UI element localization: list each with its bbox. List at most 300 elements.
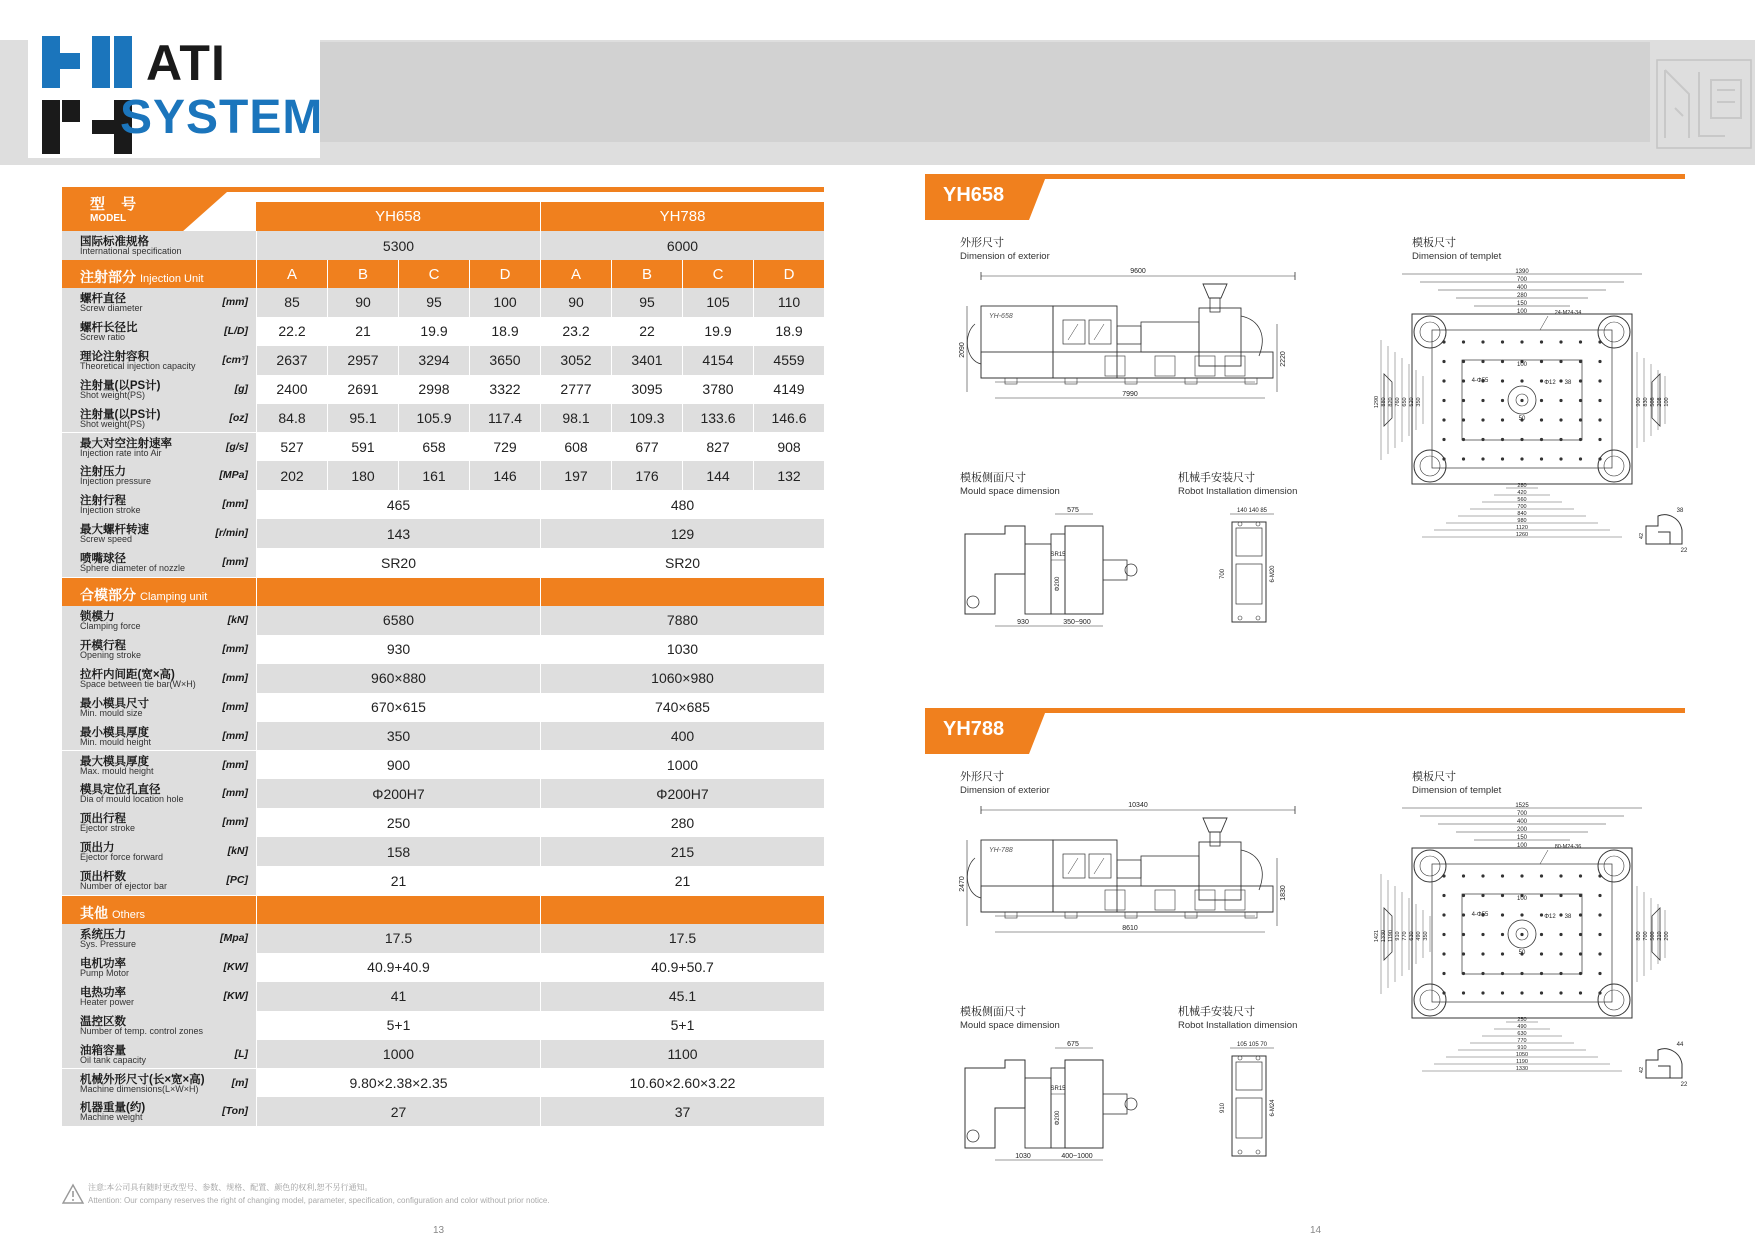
table-row: [62, 751, 824, 780]
dimension-label: 400~1000: [1061, 1153, 1093, 1160]
dimension-label: 100: [1516, 362, 1528, 368]
dimension-label: 1421: [1374, 929, 1380, 943]
cell-value: 180: [327, 461, 398, 490]
dimension-label: 1390: [1515, 269, 1529, 275]
cell-value: 3322: [469, 375, 540, 404]
cell-value: 1100: [540, 1040, 824, 1069]
row-label: 顶出力 Ejector force forward [kN]: [80, 842, 248, 863]
unit-label: [g/s]: [225, 440, 248, 453]
cell-value: 90: [540, 288, 611, 317]
dimension-label: 1120: [1516, 525, 1528, 531]
dimension-label: 575: [1067, 507, 1079, 514]
dimension-label: 980: [1517, 518, 1527, 524]
cell-value: 740×685: [540, 693, 824, 722]
cell-value: 215: [540, 837, 824, 866]
dimension-label: 200: [1516, 827, 1528, 833]
cell-value: 2400: [256, 375, 327, 404]
cell-value: 1000: [256, 1040, 540, 1069]
dimension-label: 650: [1402, 397, 1408, 407]
unit-label: [oz]: [229, 411, 248, 424]
unit-label: [kN]: [227, 845, 248, 858]
row-label: 螺杆长径比 Screw ratio [L/D]: [62, 317, 256, 346]
row-label: 注射压力 Injection pressure [MPa]: [80, 466, 248, 487]
page-number-right: 14: [1310, 1225, 1322, 1236]
cell-value: 144: [682, 461, 753, 490]
model-heading: [925, 708, 1685, 754]
dimension-label: 350: [1423, 931, 1429, 941]
caption-exterior: 外形尺寸 Dimension of exterior: [960, 771, 1050, 796]
row-label: 系统压力 Sys. Pressure [Mpa]: [80, 929, 248, 949]
warning-icon: [62, 1184, 84, 1204]
unit-label: [KW]: [223, 989, 248, 1002]
dimension-label: SR15: [1050, 1086, 1066, 1092]
unit-label: [mm]: [222, 498, 248, 511]
row-label: 最大螺杆转速 Screw speed [r/min]: [80, 524, 248, 545]
dimension-label: 900: [1636, 397, 1642, 407]
dimension-label: 80-M24-36: [1554, 844, 1582, 850]
row-label: 最大模具厚度 Max. mould height [mm]: [62, 751, 256, 780]
dimension-label: 105 105 70: [1236, 1042, 1268, 1048]
dimension-label: 1525: [1515, 803, 1529, 809]
cell-value: 21: [256, 866, 540, 895]
dimension-label: 500: [1650, 931, 1656, 941]
dimension-label: 210: [1657, 931, 1663, 941]
cell-value: 41: [256, 982, 540, 1011]
dimension-label: 250: [1517, 1017, 1527, 1023]
cell-value: 6000: [540, 231, 824, 260]
row-label: 模具定位孔直径 Dia of mould location hole [mm]: [80, 784, 248, 805]
cell-value: 98.1: [540, 404, 611, 433]
dimension-label: 880: [1381, 397, 1387, 407]
brand-name-ati: ATI: [146, 35, 226, 91]
row-label: 最小模具厚度 Min. mould height [mm]: [80, 726, 248, 747]
unit-label: [Ton]: [222, 1105, 248, 1118]
table-row: [62, 346, 824, 375]
cell-value: 129: [540, 519, 824, 548]
table-row: [62, 490, 824, 519]
dimension-label: 42: [1639, 532, 1645, 540]
cell-value: 109.3: [611, 404, 682, 433]
dimension-label: 2090: [959, 342, 966, 358]
cell-value: 105.9: [398, 404, 469, 433]
model-heading: [925, 174, 1685, 220]
page-number-left: 13: [433, 1225, 445, 1236]
unit-label: [mm]: [222, 296, 248, 308]
cell-value: 591: [327, 433, 398, 462]
cell-value: 400: [540, 722, 824, 751]
cell-value: 133.6: [682, 404, 753, 433]
dimension-label: 830: [1643, 397, 1649, 407]
row-label: 注射量(以PS计) Shot weight(PS) [oz]: [80, 408, 248, 429]
unit-label: [m]: [231, 1076, 248, 1089]
row-label: 机器重量(约) Machine weight [Ton]: [80, 1102, 248, 1123]
machine-label: YH-658: [989, 313, 1013, 320]
cell-value: 84.8: [256, 404, 327, 433]
section-title: 合模部分 Clamping unit: [80, 587, 208, 603]
cell-value: 670×615: [256, 693, 540, 722]
row-label: 机械外形尺寸(长×宽×高) Machine dimensions(L×W×H) [m]: [62, 1069, 256, 1098]
table-row: [62, 924, 824, 953]
cell-value: 143: [256, 519, 540, 548]
row-label: 温控区数 Number of temp. control zones: [62, 1011, 256, 1040]
dimension-label: 770: [1517, 1038, 1527, 1044]
model-label-en: MODEL: [90, 213, 127, 224]
row-label: 最大对空注射速率 Injection rate into Air [g/s]: [62, 433, 256, 462]
unit-label: [KW]: [223, 960, 248, 973]
dimension-label: 1050: [1515, 1052, 1529, 1058]
cell-value: 17.5: [256, 924, 540, 953]
dimension-label: 630: [1517, 1031, 1527, 1037]
table-row: [62, 548, 824, 577]
brand-logo: [28, 28, 324, 158]
dimension-label: 38: [1564, 380, 1572, 386]
table-row: [62, 519, 824, 548]
dimension-label: 50: [1518, 950, 1526, 956]
cell-value: 105: [682, 288, 753, 317]
brand-name-system: SYSTEM: [120, 91, 324, 144]
unit-label: [mm]: [222, 729, 248, 742]
row-label: 顶出行程 Ejector stroke [mm]: [62, 808, 256, 837]
dimension-label: 700: [1516, 811, 1528, 817]
section-injection: 注射部分 Injection Unit A B C D A B C D: [62, 260, 824, 288]
row-label: 顶出杆数 Number of ejector bar [PC]: [62, 866, 256, 895]
model-label-zh: 型 号: [90, 196, 143, 213]
cell-value: 22: [611, 317, 682, 346]
dimension-label: 1330: [1381, 929, 1387, 943]
dimension-label: 38: [1676, 508, 1684, 514]
dimension-label: 630: [1409, 931, 1415, 941]
row-label: 电热功率 Heater power [KW]: [80, 986, 248, 1007]
table-row: [62, 404, 824, 433]
table-row: [62, 953, 824, 982]
dimension-label: 24-M24-34: [1554, 310, 1582, 316]
table-row: [62, 1011, 824, 1040]
dimension-label: 420: [1517, 490, 1527, 496]
cell-value: Φ200H7: [540, 779, 824, 808]
cell-value: 27: [256, 1097, 540, 1126]
cell-value: 197: [540, 461, 611, 490]
cell-value: 95.1: [327, 404, 398, 433]
cell-value: 480: [540, 490, 824, 519]
slot-detail-drawing: [1640, 504, 1690, 554]
dimension-label: SR15: [1050, 552, 1066, 558]
cell-value: 250: [256, 808, 540, 837]
mould-space-drawing: [955, 1038, 1165, 1168]
cell-value: 4559: [753, 346, 824, 375]
dimension-label: 700: [1220, 568, 1226, 580]
row-label: 理论注射容积 Theoretical injection capacity [cm³]: [80, 350, 248, 371]
dimension-label: 760: [1395, 397, 1401, 407]
cell-value: 2777: [540, 375, 611, 404]
dimension-label: 150: [1516, 301, 1528, 307]
robot-install-drawing: [1210, 504, 1290, 634]
mould-space-drawing: [955, 504, 1165, 634]
dimension-label: 490: [1416, 931, 1422, 941]
dimension-label: 1030: [1015, 1153, 1031, 1160]
cell-value: 18.9: [753, 317, 824, 346]
cell-value: 158: [256, 837, 540, 866]
robot-install-drawing: [1210, 1038, 1290, 1168]
cell-value: 2998: [398, 375, 469, 404]
dimension-label: 350~900: [1063, 619, 1091, 626]
dimension-label: 100: [1516, 896, 1528, 902]
dimension-label: 8610: [1122, 925, 1138, 932]
cell-value: 527: [256, 433, 327, 462]
cell-value: 17.5: [540, 924, 824, 953]
cell-value: 146.6: [753, 404, 824, 433]
caption-mould: 模板侧面尺寸 Mould space dimension: [960, 1006, 1060, 1031]
cell-value: 900: [256, 751, 540, 780]
dimension-label: 4-Φ55: [1471, 912, 1489, 918]
cell-value: 4149: [753, 375, 824, 404]
cell-value: 3294: [398, 346, 469, 375]
cell-value: 176: [611, 461, 682, 490]
dimension-label: 50: [1518, 416, 1526, 422]
cell-value: 23.2: [540, 317, 611, 346]
unit-label: [mm]: [222, 700, 248, 713]
cell-value: 350: [256, 722, 540, 751]
model-heading-title: YH658: [943, 184, 1005, 206]
table-row: [62, 231, 824, 260]
dimension-label: 700: [1643, 931, 1649, 941]
caption-templet: 模板尺寸 Dimension of templet: [1412, 771, 1502, 796]
cell-value: 4154: [682, 346, 753, 375]
row-label: 最小模具尺寸 Min. mould size [mm]: [62, 693, 256, 722]
model-heading-title: YH788: [943, 718, 1005, 740]
row-label: 开模行程 Opening stroke [mm]: [62, 635, 256, 664]
caption-templet: 模板尺寸 Dimension of templet: [1412, 237, 1502, 262]
dimension-label: 770: [1402, 931, 1408, 941]
cell-value: 729: [469, 433, 540, 462]
table-row: [62, 664, 824, 693]
dimension-label: 200: [1664, 931, 1670, 941]
section-title: 其他 Others: [80, 905, 146, 921]
table-row: [62, 982, 824, 1011]
cell-value: 677: [611, 433, 682, 462]
cell-value: 1030: [540, 635, 824, 664]
table-row: [62, 837, 824, 866]
header-band-inner: [320, 42, 1650, 142]
exterior-drawing: [955, 264, 1315, 414]
cell-value: 110: [753, 288, 824, 317]
dimension-label: 675: [1067, 1041, 1079, 1048]
dimension-label: 100: [1664, 397, 1670, 407]
cell-value: 3650: [469, 346, 540, 375]
dimension-label: 1290: [1374, 395, 1380, 409]
dimension-label: 1260: [1515, 532, 1529, 538]
cell-value: 40.9+40.9: [256, 953, 540, 982]
caption-mould: 模板侧面尺寸 Mould space dimension: [960, 472, 1060, 497]
dimension-label: 4-Φ55: [1471, 378, 1489, 384]
unit-label: [g]: [234, 382, 248, 395]
dimension-label: 6-M20: [1270, 565, 1276, 583]
row-label: 电机功率 Pump Motor [KW]: [62, 953, 256, 982]
dimension-label: 520: [1409, 397, 1415, 407]
cell-value: 85: [256, 288, 327, 317]
dimension-label: 44: [1676, 1042, 1684, 1048]
dimension-label: 910: [1395, 931, 1401, 941]
cell-value: Φ200H7: [256, 779, 540, 808]
cell-value: 1060×980: [540, 664, 824, 693]
cell-value: 5+1: [540, 1011, 824, 1040]
table-row: [62, 779, 824, 808]
row-label: 螺杆直径 Screw diameter [mm]: [80, 293, 248, 313]
cell-value: 960×880: [256, 664, 540, 693]
unit-label: [kN]: [227, 614, 248, 626]
dimension-label: 22: [1680, 1082, 1688, 1088]
dimension-label: 1330: [1515, 1066, 1529, 1072]
cell-value: 658: [398, 433, 469, 462]
dimension-label: 140 140 85: [1236, 508, 1268, 514]
unit-label: [mm]: [222, 642, 248, 655]
dimension-label: 1830: [1280, 885, 1287, 901]
dimension-label: 100: [1516, 843, 1528, 849]
dimension-label: 508: [1650, 397, 1656, 407]
cell-value: 608: [540, 433, 611, 462]
cell-value: 2637: [256, 346, 327, 375]
caption-robot: 机械手安装尺寸 Robot Installation dimension: [1178, 472, 1298, 497]
cell-value: 90: [327, 288, 398, 317]
dimension-label: 910: [1220, 1102, 1226, 1114]
cell-value: 3052: [540, 346, 611, 375]
dimension-label: 22: [1680, 548, 1688, 554]
dimension-label: Φ12: [1544, 380, 1556, 386]
table-row: [62, 375, 824, 404]
model-name-yh788: YH788: [540, 202, 824, 231]
cell-value: 95: [398, 288, 469, 317]
table-row: [62, 693, 824, 722]
unit-label: [mm]: [222, 758, 248, 771]
cell-value: 10.60×2.60×3.22: [540, 1069, 824, 1098]
cell-value: SR20: [540, 548, 824, 577]
cell-value: 202: [256, 461, 327, 490]
dimension-label: 38: [1564, 914, 1572, 920]
table-row: [62, 1069, 824, 1098]
table-row: [62, 866, 824, 895]
dimension-label: 910: [1517, 1045, 1527, 1051]
dimension-label: 350: [1416, 397, 1422, 407]
dimension-label: 42: [1639, 1066, 1645, 1074]
table-row: [62, 808, 824, 837]
table-row: [62, 1097, 824, 1126]
cell-value: 280: [540, 808, 824, 837]
cell-value: 7880: [540, 606, 824, 635]
model-header-row: [256, 202, 824, 231]
table-row: [62, 317, 824, 346]
section-title: 注射部分 Injection Unit: [80, 269, 204, 285]
caption-robot: 机械手安装尺寸 Robot Installation dimension: [1178, 1006, 1298, 1031]
dimension-label: 208: [1657, 397, 1663, 407]
cell-value: 21: [540, 866, 824, 895]
cell-value: 908: [753, 433, 824, 462]
templet-drawing: [1372, 804, 1672, 1074]
unit-label: [mm]: [222, 556, 248, 569]
cell-value: 146: [469, 461, 540, 490]
dimension-label: 280: [1516, 293, 1528, 299]
dimension-label: 840: [1517, 511, 1527, 517]
cell-value: 3780: [682, 375, 753, 404]
row-label: 注射量(以PS计) Shot weight(PS) [g]: [62, 375, 256, 404]
cell-value: 40.9+50.7: [540, 953, 824, 982]
slot-detail-drawing: [1640, 1038, 1690, 1088]
dimension-label: 2220: [1280, 351, 1287, 367]
unit-label: [Mpa]: [220, 932, 248, 944]
row-label: 国际标准规格 International specification: [80, 236, 182, 256]
dimension-label: Φ200: [1055, 1110, 1061, 1126]
table-row: [62, 1040, 824, 1069]
unit-label: [MPa]: [219, 469, 248, 482]
cell-value: 930: [256, 635, 540, 664]
dimension-label: 280: [1517, 483, 1527, 489]
cell-value: 6580: [256, 606, 540, 635]
disclaimer-note: 注意:本公司具有随时更改型号、参数、规格、配置、颜色的权利,恕不另行通知。 Attention: Our company reserves the right of changing model, parameter, specification, configuration and color without prior notice.: [62, 1182, 762, 1205]
cell-value: 5300: [256, 231, 540, 260]
table-row: [62, 722, 824, 751]
dimension-label: 150: [1516, 835, 1528, 841]
machine-label: YH-788: [989, 847, 1013, 854]
cell-value: 19.9: [398, 317, 469, 346]
dimension-label: Φ12: [1544, 914, 1556, 920]
cell-value: 9.80×2.38×2.35: [256, 1069, 540, 1098]
dimension-label: 820: [1388, 397, 1394, 407]
cell-value: 117.4: [469, 404, 540, 433]
row-label: 注射行程 Injection stroke [mm]: [62, 490, 256, 519]
dimension-label: 100: [1516, 309, 1528, 315]
row-label: 油箱容量 Oil tank capacity [L]: [80, 1044, 248, 1065]
cell-value: 3401: [611, 346, 682, 375]
unit-label: [r/min]: [215, 527, 248, 540]
dimension-label: 10340: [1128, 802, 1148, 809]
cell-value: 465: [256, 490, 540, 519]
templet-drawing: [1372, 270, 1672, 540]
cell-value: 22.2: [256, 317, 327, 346]
dimension-label: 6-M24: [1270, 1099, 1276, 1117]
cell-value: 5+1: [256, 1011, 540, 1040]
table-row: [62, 461, 824, 490]
cell-value: 2957: [327, 346, 398, 375]
dimension-label: 1190: [1516, 1059, 1528, 1065]
cell-value: 21: [327, 317, 398, 346]
cell-value: 161: [398, 461, 469, 490]
table-row: [62, 433, 824, 462]
section-others: [62, 896, 824, 924]
dimension-label: 2470: [959, 876, 966, 892]
dimension-label: Φ200: [1055, 576, 1061, 592]
dimension-label: 9600: [1130, 268, 1146, 275]
model-tab-shape: [62, 192, 227, 232]
cell-value: 45.1: [540, 982, 824, 1011]
dimension-label: 400: [1516, 285, 1528, 291]
table-row: [62, 635, 824, 664]
cell-value: 95: [611, 288, 682, 317]
caption-exterior: 外形尺寸 Dimension of exterior: [960, 237, 1050, 262]
cell-value: 132: [753, 461, 824, 490]
row-label: 锁模力 Clamping force [kN]: [80, 611, 248, 631]
dimension-label: 7990: [1122, 391, 1138, 398]
corner-ornament-icon: [1655, 58, 1753, 150]
dimension-label: 400: [1516, 819, 1528, 825]
row-label: 喷嘴球径 Sphere diameter of nozzle [mm]: [62, 548, 256, 577]
cell-value: 100: [469, 288, 540, 317]
unit-label: [PC]: [226, 874, 248, 887]
dimension-label: 800: [1636, 931, 1642, 941]
cell-value: 2691: [327, 375, 398, 404]
dimension-label: 560: [1517, 497, 1527, 503]
dimension-label: 490: [1517, 1024, 1527, 1030]
dimension-label: 700: [1517, 504, 1527, 510]
cell-value: SR20: [256, 548, 540, 577]
unit-label: [mm]: [222, 816, 248, 829]
